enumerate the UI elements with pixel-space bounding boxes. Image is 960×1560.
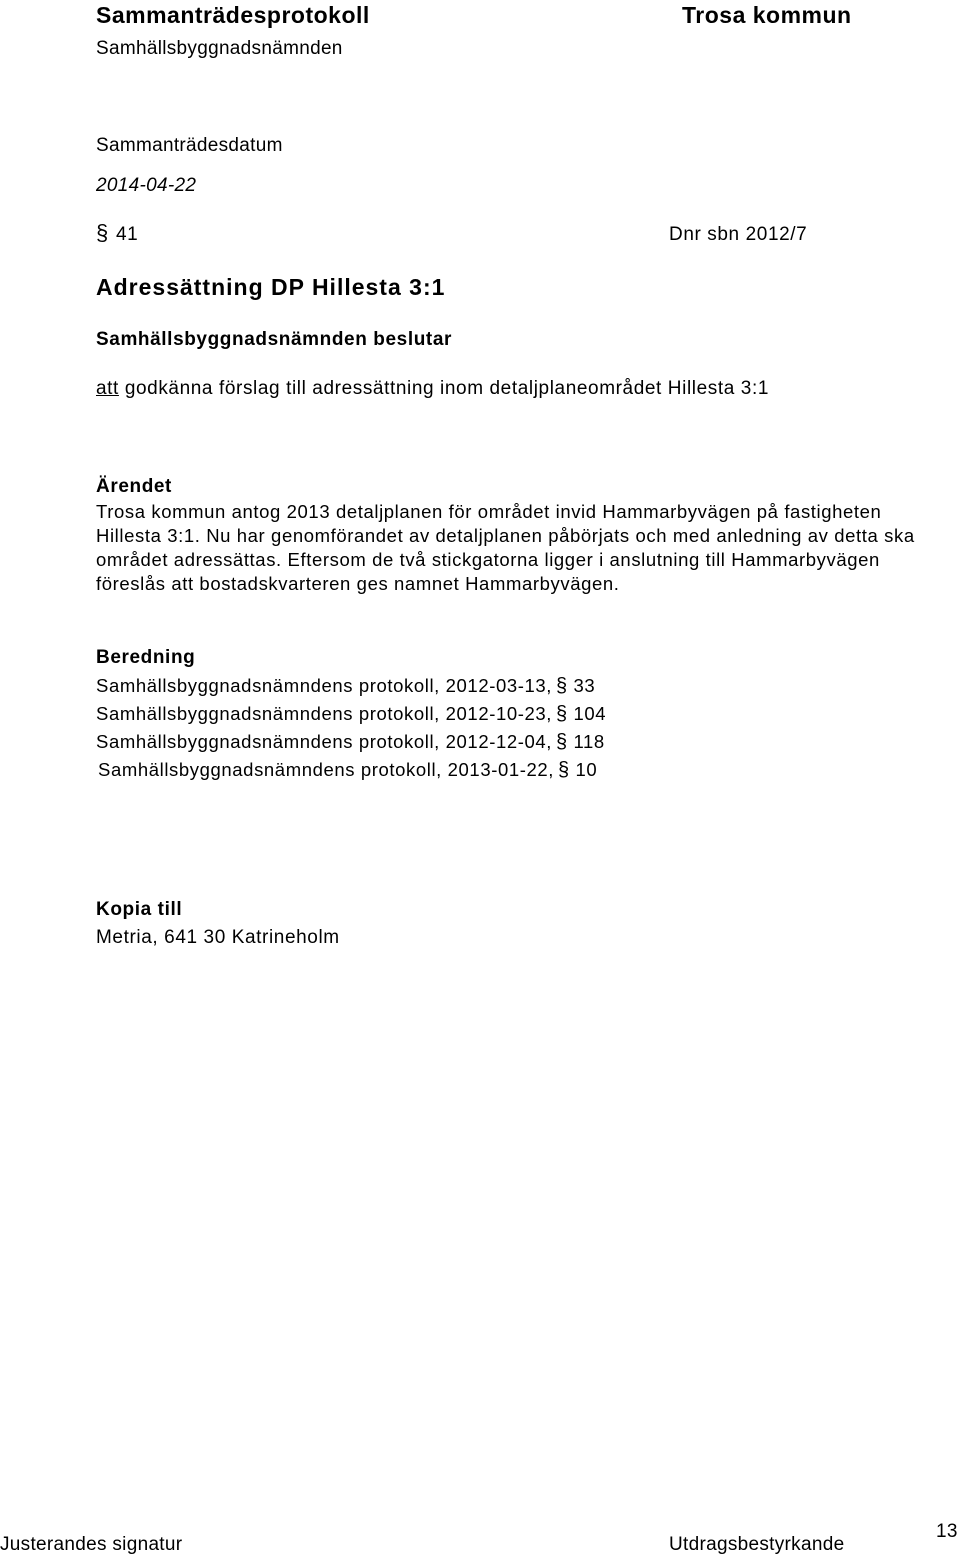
page-number: 13 <box>936 1521 958 1542</box>
preparation-item-text: Samhällsbyggnadsnämndens protokoll, 2012-10-23, <box>96 703 553 724</box>
preparation-item <box>96 675 595 698</box>
preparation-item-text: Samhällsbyggnadsnämndens protokoll, 2013-01-22, <box>98 759 555 780</box>
preparation-item <box>98 759 597 782</box>
meeting-date-label: Sammanträdesdatum <box>96 135 283 156</box>
decision-line <box>96 378 769 400</box>
case-title: Adressättning DP Hillesta 3:1 <box>96 274 446 300</box>
matter-text: Trosa kommun antog 2013 detaljplanen för området invid Hammarbyvägen på fastigheten Hillesta 3:1. Nu har genomförandet av detaljplanen påbörjats och med anledning av detta ska området adressättas. Eftersom de två stickgatorna ligger i anslutning till Hammarbyvägen föreslås att bostadskvarteren ges namnet Hammarbyvägen. <box>96 501 915 594</box>
preparation-item-number: 104 <box>573 703 607 724</box>
meeting-date: 2014-04-22 <box>96 175 197 196</box>
preparation-item <box>96 731 605 754</box>
footer-certification-label: Utdragsbestyrkande <box>669 1534 845 1555</box>
preparation-heading: Beredning <box>96 647 196 668</box>
document-type: Sammanträdesprotokoll <box>96 2 370 28</box>
footer-signature-label: Justerandes signatur <box>0 1534 183 1555</box>
preparation-item-text: Samhällsbyggnadsnämndens protokoll, 2012-12-04, <box>96 731 553 752</box>
section-sign: § <box>556 675 568 697</box>
case-dnr: Dnr sbn 2012/7 <box>669 224 808 245</box>
section-sign: § <box>96 220 109 245</box>
preparation-item-number: 118 <box>573 731 605 752</box>
preparation-item <box>96 703 606 726</box>
committee-name: Samhällsbyggnadsnämnden <box>96 38 343 59</box>
preparation-item-text: Samhällsbyggnadsnämndens protokoll, 2012-03-13, <box>96 675 553 696</box>
copy-heading: Kopia till <box>96 899 183 920</box>
decision-heading: Samhällsbyggnadsnämnden beslutar <box>96 329 453 350</box>
matter-heading: Ärendet <box>96 476 172 497</box>
section-sign: § <box>556 703 568 725</box>
decision-text: godkänna förslag till adressättning inom detaljplaneområdet Hillesta 3:1 <box>124 378 769 399</box>
copy-recipient: Metria, 641 30 Katrineholm <box>96 927 340 948</box>
section-sign: § <box>556 731 568 753</box>
municipality-name: Trosa kommun <box>682 2 852 28</box>
section-sign: § <box>558 759 570 781</box>
preparation-item-number: 33 <box>573 675 596 696</box>
case-number: 41 <box>116 224 139 245</box>
preparation-item-number: 10 <box>575 759 598 780</box>
att-keyword: att <box>96 378 119 399</box>
